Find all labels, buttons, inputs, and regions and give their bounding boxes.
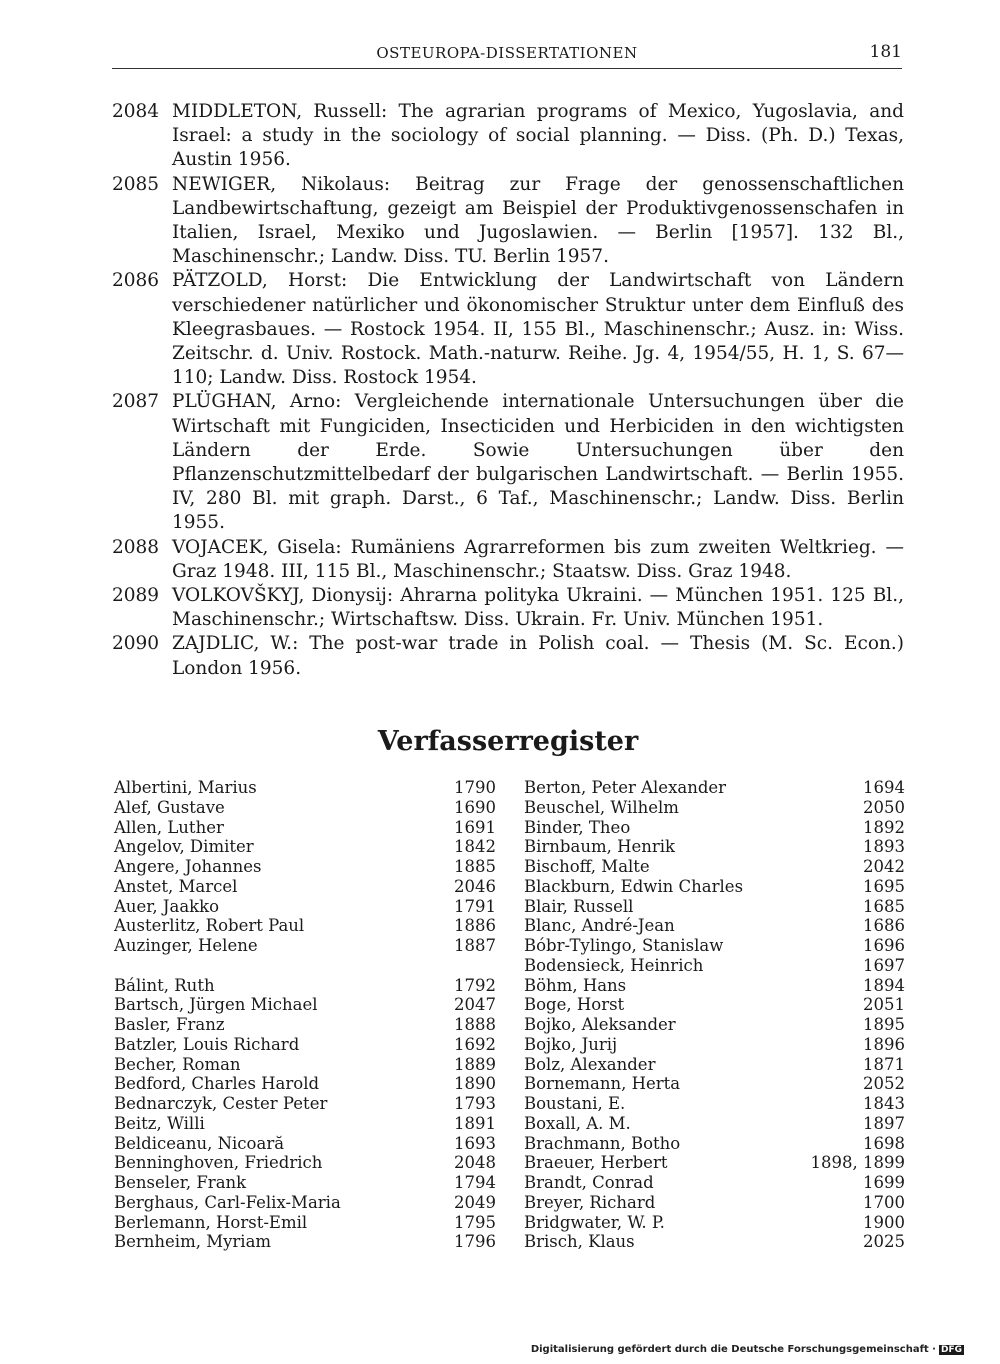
register-entry-number: 1685: [863, 896, 905, 916]
register-entry-number: 2048: [454, 1153, 496, 1173]
register-entry: [524, 1134, 905, 1154]
register-entry: [114, 818, 496, 838]
register-author-name: Auer, Jaakko: [114, 896, 220, 916]
running-header: [112, 44, 902, 66]
dfg-logo: DFG: [940, 1345, 962, 1355]
register-author-name: Bolz, Alexander: [524, 1054, 656, 1074]
register-entry-number: 1888: [454, 1015, 496, 1034]
entry-number: 2086: [112, 270, 160, 292]
register-entry: [114, 877, 496, 897]
register-entry-number: 1896: [863, 1034, 905, 1054]
register-entry: [524, 778, 905, 798]
register-entry-number: 1690: [454, 797, 496, 817]
register-entry-number: 1795: [454, 1212, 496, 1232]
entry-number: 2087: [112, 391, 160, 413]
register-entry-number: 1700: [863, 1192, 905, 1212]
register-entry: [114, 1094, 496, 1114]
register-author-name: Becher, Roman: [114, 1054, 241, 1074]
register-entry-number: 1842: [454, 837, 496, 857]
entry-number: 2084: [112, 101, 160, 122]
register-entry-number: 2042: [863, 857, 905, 876]
register-entry: [524, 877, 905, 897]
register-author-name: Basler, Franz: [114, 1015, 225, 1034]
register-entry: [524, 1055, 905, 1075]
register-author-name: Bridgwater, W. P.: [524, 1212, 665, 1232]
register-author-name: Benseler, Frank: [114, 1173, 247, 1192]
bibliography-entry: [112, 584, 904, 632]
register-entry-number: 1694: [863, 778, 905, 797]
register-entry: [524, 837, 905, 857]
register-entry-number: 1885: [454, 857, 496, 876]
bibliography-entry: [112, 100, 904, 173]
register-entry-number: 1692: [454, 1034, 496, 1054]
register-entry: [524, 1035, 905, 1055]
register-author-name: Böhm, Hans: [524, 975, 627, 995]
register-author-name: Bedford, Charles Harold: [114, 1074, 320, 1094]
register-entry: [524, 818, 905, 838]
entry-text: MIDDLETON, Russell: The agrarian programs of Mexico, Yugoslavia, and Israel: a study in the sociology of social planning. — Diss. (Ph. D.) Texas, Austin 1956.: [172, 101, 904, 171]
register-author-name: Braeuer, Herbert: [524, 1153, 668, 1173]
register-author-name: Bartsch, Jürgen Michael: [114, 995, 318, 1015]
header-rule: [112, 68, 902, 69]
entry-text: VOLKOVŠKYJ, Dionysij: Ahrarna polityka Ukraini. — München 1951. 125 Bl., Maschinenschr.; Wirtschaftsw. Diss. Ukrain. Fr. Univ. München 1951.: [172, 585, 904, 631]
register-entry-number: 1900: [863, 1212, 905, 1232]
register-entry: [524, 1094, 905, 1114]
bibliography-entries: [112, 100, 904, 681]
register-author-name: Berton, Peter Alexander: [524, 778, 727, 797]
register-author-name: Bóbr-Tylingo, Stanislaw: [524, 936, 724, 955]
register-entry-number: 1696: [863, 936, 905, 955]
register-entry: [524, 995, 905, 1015]
register-author-name: Bernheim, Myriam: [114, 1232, 272, 1252]
register-entry: [114, 1153, 496, 1173]
entry-number: 2090: [112, 633, 160, 655]
register-entry-number: 1889: [454, 1054, 496, 1074]
register-author-name: Binder, Theo: [524, 817, 631, 837]
bibliography-entry: [112, 632, 904, 680]
register-entry: [114, 1213, 496, 1233]
bibliography-entry: [112, 390, 904, 535]
entry-text: NEWIGER, Nikolaus: Beitrag zur Frage der genossenschaftlichen Landbewirtschaftung, gezeigt am Beispiel der Produktivgenossenschafen in Italien, Israel, Mexiko und Jugoslawien. — Berlin [1957]. 132 Bl., Maschinenschr.; Landw. Diss. TU. Berlin 1957.: [172, 173, 904, 268]
register-author-name: Anstet, Marcel: [114, 876, 238, 896]
register-author-name: Brachmann, Botho: [524, 1133, 681, 1153]
register-entry: [524, 1213, 905, 1233]
register-author-name: Angere, Johannes: [114, 857, 262, 876]
register-author-name: Allen, Luther: [114, 817, 224, 837]
register-entry: [524, 1153, 905, 1173]
register-entry: [114, 1015, 496, 1035]
register-entry: [524, 1232, 905, 1252]
register-entry: [524, 1173, 905, 1193]
footer-credit: [531, 1344, 964, 1355]
register-entry-number: 2025: [863, 1232, 905, 1252]
entry-text: ZAJDLIC, W.: The post-war trade in Polish coal. — Thesis (M. Sc. Econ.) London 1956.: [172, 633, 904, 679]
bibliography-entry: [112, 269, 904, 390]
register-author-name: Beldiceanu, Nicoară: [114, 1133, 285, 1153]
register-entry-number: 1895: [863, 1015, 905, 1034]
register-author-name: Brisch, Klaus: [524, 1232, 635, 1252]
register-entry-number: 2052: [863, 1074, 905, 1094]
register-author-name: Alef, Gustave: [114, 797, 225, 817]
bibliography-entry: [112, 536, 904, 584]
register-entry-number: 1698: [863, 1133, 905, 1153]
register-entry: [114, 1232, 496, 1252]
register-entry-number: 1699: [863, 1173, 905, 1192]
register-entry-number: 1794: [454, 1173, 496, 1192]
register-entry: [114, 976, 496, 996]
register-author-name: Brandt, Conrad: [524, 1173, 654, 1192]
register-author-name: Beitz, Willi: [114, 1113, 205, 1133]
bibliography-entry: [112, 173, 904, 270]
entry-number: 2089: [112, 585, 160, 607]
register-entry-number: 1893: [863, 837, 905, 857]
register-entry: [524, 897, 905, 917]
register-entry: [524, 976, 905, 996]
register-author-name: Auzinger, Helene: [114, 936, 258, 955]
register-entry-number: 1693: [454, 1133, 496, 1153]
register-entry-number: 1686: [863, 916, 905, 936]
register-author-name: Berghaus, Carl-Felix-Maria: [114, 1192, 341, 1212]
register-entry: [114, 956, 496, 976]
page-number: 181: [869, 42, 902, 62]
register-author-name: Beuschel, Wilhelm: [524, 797, 679, 817]
register-author-name: Benninghoven, Friedrich: [114, 1153, 323, 1173]
running-header-title: OSTEUROPA-DISSERTATIONEN: [376, 44, 638, 62]
register-entry: [114, 1114, 496, 1134]
register-entry-number: 1886: [454, 916, 496, 936]
register-entry: [114, 1173, 496, 1193]
register-entry: [114, 798, 496, 818]
footer-text: Digitalisierung gefördert durch die Deutsche Forschungsgemeinschaft ·: [530, 1344, 936, 1355]
register-entry: [114, 936, 496, 956]
register-author-name: Breyer, Richard: [524, 1192, 656, 1212]
register-entry-number: 1695: [863, 876, 905, 896]
register-entry: [524, 1193, 905, 1213]
register-entry: [524, 1015, 905, 1035]
register-entry-number: 2046: [454, 876, 496, 896]
register-entry-number: 1898, 1899: [810, 1153, 905, 1173]
register-entry-number: 2049: [454, 1192, 496, 1212]
register-entry-number: 1892: [863, 817, 905, 837]
register-author-name: Bornemann, Herta: [524, 1074, 681, 1094]
register-entry: [524, 857, 905, 877]
register-entry: [524, 916, 905, 936]
register-author-name: Bálint, Ruth: [114, 975, 215, 995]
register-entry: [114, 778, 496, 798]
register-author-name: Bojko, Aleksander: [524, 1015, 676, 1034]
entry-number: 2088: [112, 536, 160, 558]
register-entry-number: 1894: [863, 975, 905, 995]
register-author-name: Boustani, E.: [524, 1094, 626, 1113]
register-entry-number: 1793: [454, 1094, 496, 1113]
register-author-name: Bischoff, Malte: [524, 857, 650, 876]
register-entry: [114, 857, 496, 877]
register-entry-number: 1887: [454, 936, 496, 955]
register-entry-number: 1871: [863, 1054, 905, 1074]
register-author-name: Bodensieck, Heinrich: [524, 955, 704, 975]
register-entry: [524, 1114, 905, 1134]
register-author-name: Bojko, Jurij: [524, 1034, 618, 1054]
register-entry: [524, 936, 905, 956]
register-entry: [114, 995, 496, 1015]
register-author-name: Blanc, André-Jean: [524, 916, 675, 936]
register-entry-number: 1697: [863, 955, 905, 975]
register-author-name: Angelov, Dimiter: [114, 837, 254, 857]
register-entry: [114, 1134, 496, 1154]
register-entry-number: 1897: [863, 1113, 905, 1133]
register-entry: [114, 1055, 496, 1075]
register-entry: [524, 798, 905, 818]
register-entry-number: 1796: [454, 1232, 496, 1252]
register-entry: [524, 1074, 905, 1094]
register-author-name: Blackburn, Edwin Charles: [524, 876, 744, 896]
register-entry: [114, 1193, 496, 1213]
register-author-name: Bednarczyk, Cester Peter: [114, 1094, 328, 1113]
register-entry-number: 1790: [454, 778, 496, 797]
register-author-name: Birnbaum, Henrik: [524, 837, 676, 857]
register-entry-number: 1791: [454, 896, 496, 916]
entry-text: PÄTZOLD, Horst: Die Entwicklung der Landwirtschaft von Ländern verschiedener natürlicher und ökonomischer Struktur unter dem Einfluß des Kleegrasbaues. — Rostock 1954. II, 155 Bl., Maschinenschr.; Ausz. in: Wiss. Zeitschr. d. Univ. Rostock. Math.-naturw. Reihe. Jg. 4, 1954/55, H. 1, S. 67—110; Landw. Diss. Rostock 1954.: [172, 270, 904, 389]
register-entry-number: 1691: [454, 817, 496, 837]
entry-text: PLÜGHAN, Arno: Vergleichende internationale Untersuchungen über die Wirtschaft mit Fungiciden, Insecticiden und Herbiciden in den wichtigsten Ländern der Erde. Sowie Untersuchungen über den Pflanzenschutzmittelbedarf der bulgarischen Landwirtschaft. — Berlin 1955. IV, 280 Bl. mit graph. Darst., 6 Taf., Maschinenschr.; Landw. Diss. Berlin 1955.: [172, 391, 904, 534]
register-entry-number: 1792: [454, 975, 496, 995]
register-author-name: Boxall, A. M.: [524, 1113, 631, 1133]
register-entry-number: 1891: [454, 1113, 496, 1133]
register-entry-number: 2047: [454, 995, 496, 1015]
register-title: Verfasserregister: [377, 726, 639, 757]
register-entry: [524, 956, 905, 976]
register-column-right: [524, 778, 905, 1252]
register-author-name: Albertini, Marius: [114, 778, 257, 797]
register-author-name: Berlemann, Horst-Emil: [114, 1212, 308, 1232]
register-author-name: Batzler, Louis Richard: [114, 1034, 300, 1054]
register-entry-number: 2051: [863, 995, 905, 1015]
entry-number: 2085: [112, 173, 160, 195]
register-entry: [114, 1035, 496, 1055]
register-author-name: Blair, Russell: [524, 896, 634, 916]
register-entry-number: 1890: [454, 1074, 496, 1094]
register-entry: [114, 916, 496, 936]
register-author-name: Boge, Horst: [524, 995, 625, 1015]
entry-text: VOJACEK, Gisela: Rumäniens Agrarreformen bis zum zweiten Weltkrieg. — Graz 1948. III, 115 Bl., Maschinenschr.; Staatsw. Diss. Graz 1948.: [172, 536, 904, 582]
register-column-left: [114, 778, 496, 1252]
register-entry: [114, 897, 496, 917]
register-entry: [114, 1074, 496, 1094]
register-entry: [114, 837, 496, 857]
register-entry-number: 1843: [863, 1094, 905, 1113]
register-author-name: Austerlitz, Robert Paul: [114, 916, 305, 936]
register-entry-number: 2050: [863, 797, 905, 817]
